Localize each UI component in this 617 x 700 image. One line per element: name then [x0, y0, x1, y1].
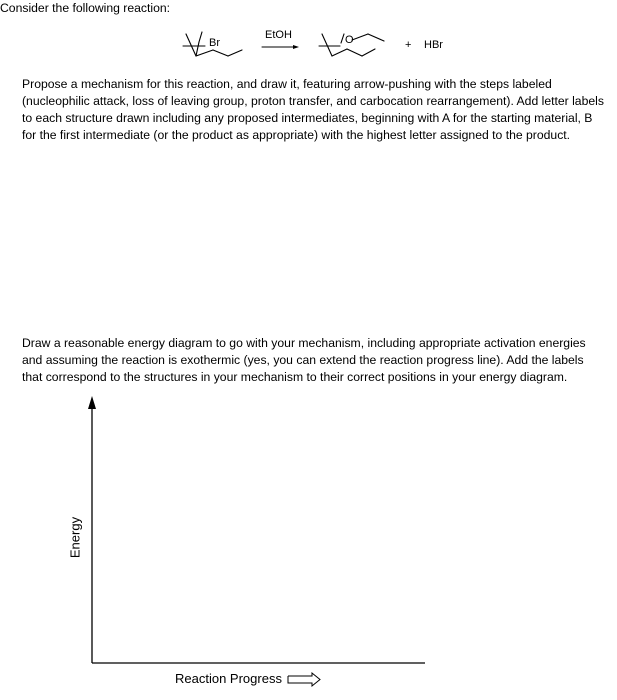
byproduct-label: HBr	[424, 39, 443, 51]
reagent-label: EtOH	[265, 29, 292, 41]
mechanism-question: Propose a mechanism for this reaction, and draw it, featuring arrow-pushing with the steps labeled (nucleophilic attack, loss of leaving group, proton transfer, and carbocation rearrangement). Add letter labels to each structure drawn including any proposed intermediates, beginning with A for the starting material, B for the first intermediate (or the product as appropriate) with the highest letter assigned to the product.	[22, 77, 604, 142]
reaction-progress-label: Reaction Progress	[175, 671, 282, 686]
energy-diagram-question: Draw a reasonable energy diagram to go with your mechanism, including appropriate activation energies and assuming the reaction is exothermic (yes, you can extend the reaction progress line). Add the labels that correspond to the structures in your mechanism to their correct positions in your energy diagram.	[22, 336, 586, 384]
oxygen-label: O	[345, 34, 354, 46]
plus-sign: +	[405, 39, 412, 51]
energy-axis-label: Energy	[67, 516, 83, 559]
intro-text: Consider the following reaction:	[0, 1, 171, 15]
y-axis-arrowhead	[88, 396, 96, 409]
progress-arrow-icon	[288, 673, 320, 686]
bromine-label: Br	[209, 37, 220, 49]
